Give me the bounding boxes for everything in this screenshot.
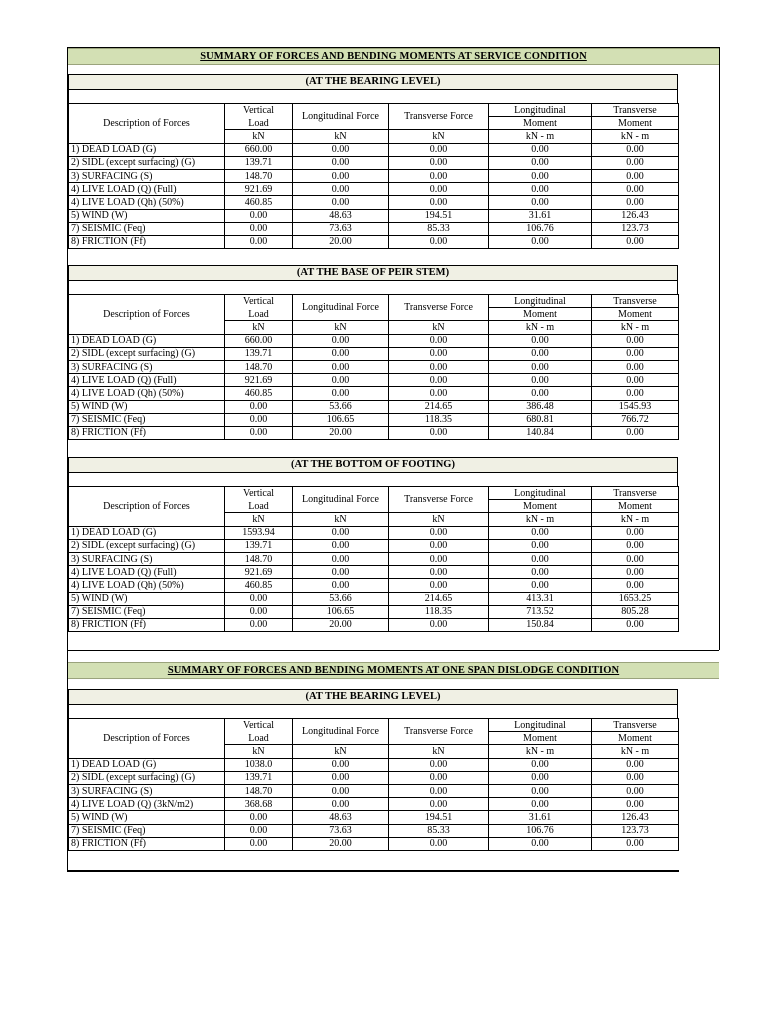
force-value-cell: 20.00 — [293, 837, 389, 850]
header-moment: Moment — [489, 117, 592, 130]
force-value-cell: 31.61 — [489, 209, 592, 222]
force-value-cell: 0.00 — [225, 837, 293, 850]
table-row — [69, 579, 679, 592]
force-value-cell: 0.00 — [389, 360, 489, 373]
force-value-cell: 0.00 — [389, 156, 489, 169]
header-load: Load — [225, 732, 293, 745]
force-value-cell: 126.43 — [592, 209, 679, 222]
force-value-cell: 1653.25 — [592, 592, 679, 605]
unit-cell: kN - m — [489, 130, 592, 143]
header-transverse: Transverse — [592, 104, 679, 117]
force-value-cell: 0.00 — [592, 579, 679, 592]
table-row — [69, 811, 679, 824]
header-longitudinal: Longitudinal — [489, 295, 592, 308]
table-subtitle: (AT THE BASE OF PEIR STEM) — [68, 265, 678, 281]
header-vertical: Vertical — [225, 719, 293, 732]
force-value-cell: 106.65 — [293, 413, 389, 426]
force-value-cell: 386.48 — [489, 400, 592, 413]
force-value-cell: 0.00 — [389, 618, 489, 631]
dislodge-bearing-level-block — [68, 689, 678, 851]
force-value-cell: 73.63 — [293, 222, 389, 235]
spacer-row — [68, 281, 678, 294]
table-row — [69, 183, 679, 196]
unit-cell: kN — [225, 130, 293, 143]
force-description-cell: 4) LIVE LOAD (Qh) (50%) — [69, 196, 225, 209]
force-value-cell: 0.00 — [592, 360, 679, 373]
header-load: Load — [225, 117, 293, 130]
force-value-cell: 766.72 — [592, 413, 679, 426]
force-value-cell: 0.00 — [489, 539, 592, 552]
force-value-cell: 0.00 — [293, 169, 389, 182]
force-value-cell: 0.00 — [489, 156, 592, 169]
unit-cell: kN — [389, 321, 489, 334]
force-value-cell: 0.00 — [225, 592, 293, 605]
force-description-cell: 8) FRICTION (Ff) — [69, 837, 225, 850]
force-value-cell: 0.00 — [592, 539, 679, 552]
table-row — [69, 387, 679, 400]
force-description-cell: 2) SIDL (except surfacing) (G) — [69, 771, 225, 784]
force-value-cell: 0.00 — [592, 156, 679, 169]
force-value-cell: 0.00 — [592, 347, 679, 360]
force-description-cell: 5) WIND (W) — [69, 209, 225, 222]
force-value-cell: 0.00 — [592, 183, 679, 196]
force-value-cell: 0.00 — [592, 784, 679, 797]
force-value-cell: 0.00 — [293, 552, 389, 565]
force-value-cell: 0.00 — [293, 183, 389, 196]
table-row — [69, 334, 679, 347]
force-value-cell: 0.00 — [489, 566, 592, 579]
force-value-cell: 0.00 — [489, 579, 592, 592]
force-value-cell: 20.00 — [293, 235, 389, 248]
force-value-cell: 0.00 — [592, 426, 679, 439]
table-subtitle: (AT THE BOTTOM OF FOOTING) — [68, 457, 678, 473]
force-value-cell: 0.00 — [592, 566, 679, 579]
force-value-cell: 85.33 — [389, 222, 489, 235]
force-description-cell: 7) SEISMIC (Feq) — [69, 413, 225, 426]
unit-cell: kN — [293, 130, 389, 143]
force-value-cell: 194.51 — [389, 811, 489, 824]
force-value-cell: 0.00 — [389, 196, 489, 209]
header-longitudinal-force: Longitudinal Force — [293, 719, 389, 745]
table-subtitle: (AT THE BEARING LEVEL) — [68, 689, 678, 705]
force-value-cell: 0.00 — [293, 771, 389, 784]
force-value-cell: 1038.0 — [225, 758, 293, 771]
unit-cell: kN — [225, 321, 293, 334]
table-row — [69, 196, 679, 209]
force-value-cell: 150.84 — [489, 618, 592, 631]
force-value-cell: 0.00 — [225, 605, 293, 618]
unit-cell: kN - m — [489, 513, 592, 526]
table-row — [69, 400, 679, 413]
force-value-cell: 0.00 — [389, 374, 489, 387]
table-subtitle: (AT THE BEARING LEVEL) — [68, 74, 678, 90]
table-row — [69, 771, 679, 784]
table-row — [69, 526, 679, 539]
force-value-cell: 0.00 — [293, 143, 389, 156]
force-value-cell: 1545.93 — [592, 400, 679, 413]
force-value-cell: 0.00 — [225, 235, 293, 248]
force-value-cell: 413.31 — [489, 592, 592, 605]
force-value-cell: 921.69 — [225, 374, 293, 387]
force-value-cell: 460.85 — [225, 387, 293, 400]
force-description-cell: 3) SURFACING (S) — [69, 360, 225, 373]
force-value-cell: 0.00 — [489, 387, 592, 400]
force-value-cell: 0.00 — [389, 334, 489, 347]
force-value-cell: 0.00 — [592, 334, 679, 347]
force-value-cell: 0.00 — [489, 347, 592, 360]
unit-cell: kN — [293, 745, 389, 758]
header-vertical: Vertical — [225, 104, 293, 117]
force-description-cell: 4) LIVE LOAD (Qh) (50%) — [69, 579, 225, 592]
force-description-cell: 4) LIVE LOAD (Q) (Full) — [69, 374, 225, 387]
table-row — [69, 798, 679, 811]
force-value-cell: 0.00 — [489, 196, 592, 209]
unit-cell: kN - m — [592, 745, 679, 758]
force-value-cell: 139.71 — [225, 347, 293, 360]
service-condition-title: SUMMARY OF FORCES AND BENDING MOMENTS AT SERVICE CONDITION — [68, 48, 719, 65]
force-value-cell: 0.00 — [389, 784, 489, 797]
force-value-cell: 0.00 — [592, 771, 679, 784]
service-pier-stem-block — [68, 265, 678, 440]
force-value-cell: 0.00 — [592, 618, 679, 631]
force-description-cell: 8) FRICTION (Ff) — [69, 618, 225, 631]
force-value-cell: 0.00 — [293, 196, 389, 209]
unit-cell: kN — [293, 513, 389, 526]
force-description-cell: 3) SURFACING (S) — [69, 784, 225, 797]
force-value-cell: 0.00 — [293, 579, 389, 592]
force-value-cell: 0.00 — [489, 784, 592, 797]
force-value-cell: 148.70 — [225, 169, 293, 182]
table-row — [69, 539, 679, 552]
force-value-cell: 0.00 — [489, 169, 592, 182]
header-vertical: Vertical — [225, 295, 293, 308]
force-value-cell: 139.71 — [225, 156, 293, 169]
unit-cell: kN — [389, 513, 489, 526]
force-value-cell: 0.00 — [389, 387, 489, 400]
table-row — [69, 618, 679, 631]
force-value-cell: 0.00 — [592, 526, 679, 539]
header-longitudinal-force: Longitudinal Force — [293, 295, 389, 321]
table-row — [69, 360, 679, 373]
force-value-cell: 0.00 — [389, 426, 489, 439]
force-value-cell: 0.00 — [293, 566, 389, 579]
force-value-cell: 460.85 — [225, 579, 293, 592]
table-row — [69, 156, 679, 169]
force-value-cell: 0.00 — [293, 539, 389, 552]
force-value-cell: 0.00 — [225, 824, 293, 837]
header-transverse-force: Transverse Force — [389, 719, 489, 745]
header-moment: Moment — [489, 308, 592, 321]
unit-cell: kN — [293, 321, 389, 334]
force-value-cell: 53.66 — [293, 592, 389, 605]
force-description-cell: 2) SIDL (except surfacing) (G) — [69, 347, 225, 360]
force-value-cell: 0.00 — [389, 771, 489, 784]
force-value-cell: 0.00 — [293, 784, 389, 797]
header-moment: Moment — [592, 117, 679, 130]
dislodge-condition-title: SUMMARY OF FORCES AND BENDING MOMENTS AT ONE SPAN DISLODGE CONDITION — [68, 662, 719, 679]
header-load: Load — [225, 500, 293, 513]
force-value-cell: 0.00 — [293, 360, 389, 373]
header-transverse-force: Transverse Force — [389, 487, 489, 513]
force-value-cell: 921.69 — [225, 566, 293, 579]
force-description-cell: 4) LIVE LOAD (Qh) (50%) — [69, 387, 225, 400]
force-description-cell: 7) SEISMIC (Feq) — [69, 605, 225, 618]
header-moment: Moment — [592, 732, 679, 745]
sheet-border-right — [719, 47, 720, 650]
sheet-border-bottom — [67, 870, 679, 872]
spacer-row — [68, 705, 678, 718]
table-row — [69, 169, 679, 182]
force-value-cell: 0.00 — [225, 618, 293, 631]
force-description-cell: 7) SEISMIC (Feq) — [69, 824, 225, 837]
force-value-cell: 123.73 — [592, 824, 679, 837]
header-load: Load — [225, 308, 293, 321]
header-row — [69, 104, 679, 117]
header-transverse-force: Transverse Force — [389, 295, 489, 321]
force-value-cell: 0.00 — [489, 837, 592, 850]
table-row — [69, 426, 679, 439]
force-value-cell: 0.00 — [389, 183, 489, 196]
force-value-cell: 148.70 — [225, 360, 293, 373]
header-vertical: Vertical — [225, 487, 293, 500]
force-value-cell: 0.00 — [225, 400, 293, 413]
table-row — [69, 837, 679, 850]
force-value-cell: 680.81 — [489, 413, 592, 426]
force-value-cell: 0.00 — [489, 798, 592, 811]
force-value-cell: 0.00 — [489, 552, 592, 565]
table-row — [69, 824, 679, 837]
force-value-cell: 118.35 — [389, 605, 489, 618]
force-value-cell: 0.00 — [389, 143, 489, 156]
force-value-cell: 53.66 — [293, 400, 389, 413]
force-description-cell: 4) LIVE LOAD (Q) (Full) — [69, 566, 225, 579]
force-description-cell: 4) LIVE LOAD (Q) (Full) — [69, 183, 225, 196]
force-value-cell: 0.00 — [489, 235, 592, 248]
force-description-cell: 8) FRICTION (Ff) — [69, 235, 225, 248]
force-value-cell: 660.00 — [225, 334, 293, 347]
unit-cell: kN - m — [592, 130, 679, 143]
force-value-cell: 0.00 — [489, 758, 592, 771]
service-footing-block — [68, 457, 678, 632]
unit-cell: kN - m — [489, 745, 592, 758]
force-value-cell: 148.70 — [225, 784, 293, 797]
header-longitudinal: Longitudinal — [489, 104, 592, 117]
force-value-cell: 106.76 — [489, 824, 592, 837]
force-value-cell: 0.00 — [225, 222, 293, 235]
force-description-cell: 1) DEAD LOAD (G) — [69, 758, 225, 771]
force-value-cell: 0.00 — [592, 387, 679, 400]
spacer-row — [68, 90, 678, 103]
header-longitudinal: Longitudinal — [489, 487, 592, 500]
table-row — [69, 374, 679, 387]
force-value-cell: 214.65 — [389, 592, 489, 605]
force-value-cell: 73.63 — [293, 824, 389, 837]
force-value-cell: 0.00 — [592, 798, 679, 811]
force-value-cell: 0.00 — [389, 347, 489, 360]
force-description-cell: 1) DEAD LOAD (G) — [69, 143, 225, 156]
header-transverse: Transverse — [592, 487, 679, 500]
force-value-cell: 140.84 — [489, 426, 592, 439]
force-value-cell: 0.00 — [293, 334, 389, 347]
force-description-cell: 3) SURFACING (S) — [69, 169, 225, 182]
force-description-cell: 2) SIDL (except surfacing) (G) — [69, 156, 225, 169]
force-description-cell: 5) WIND (W) — [69, 592, 225, 605]
forces-table — [68, 103, 679, 249]
unit-cell: kN - m — [592, 321, 679, 334]
force-value-cell: 660.00 — [225, 143, 293, 156]
force-value-cell: 0.00 — [293, 526, 389, 539]
force-description-cell: 3) SURFACING (S) — [69, 552, 225, 565]
forces-table — [68, 486, 679, 632]
force-value-cell: 0.00 — [592, 837, 679, 850]
force-value-cell: 1593.94 — [225, 526, 293, 539]
force-value-cell: 0.00 — [592, 758, 679, 771]
table-row — [69, 222, 679, 235]
force-value-cell: 0.00 — [389, 758, 489, 771]
force-value-cell: 0.00 — [225, 426, 293, 439]
forces-table — [68, 718, 679, 851]
force-value-cell: 0.00 — [489, 360, 592, 373]
force-value-cell: 368.68 — [225, 798, 293, 811]
table-row — [69, 784, 679, 797]
force-value-cell: 0.00 — [389, 566, 489, 579]
force-value-cell: 48.63 — [293, 811, 389, 824]
force-description-cell: 1) DEAD LOAD (G) — [69, 526, 225, 539]
force-description-cell: 7) SEISMIC (Feq) — [69, 222, 225, 235]
section-divider — [67, 650, 719, 651]
table-row — [69, 758, 679, 771]
force-value-cell: 214.65 — [389, 400, 489, 413]
header-longitudinal-force: Longitudinal Force — [293, 487, 389, 513]
force-value-cell: 0.00 — [293, 758, 389, 771]
force-value-cell: 0.00 — [389, 539, 489, 552]
force-value-cell: 31.61 — [489, 811, 592, 824]
header-description: Description of Forces — [69, 487, 225, 527]
force-value-cell: 85.33 — [389, 824, 489, 837]
header-moment: Moment — [592, 500, 679, 513]
force-value-cell: 118.35 — [389, 413, 489, 426]
header-row — [69, 719, 679, 732]
header-transverse-force: Transverse Force — [389, 104, 489, 130]
unit-cell: kN — [389, 745, 489, 758]
header-row — [69, 295, 679, 308]
force-value-cell: 0.00 — [293, 387, 389, 400]
table-row — [69, 592, 679, 605]
force-value-cell: 0.00 — [389, 235, 489, 248]
table-row — [69, 143, 679, 156]
header-longitudinal-force: Longitudinal Force — [293, 104, 389, 130]
force-description-cell: 8) FRICTION (Ff) — [69, 426, 225, 439]
force-value-cell: 0.00 — [489, 771, 592, 784]
header-longitudinal: Longitudinal — [489, 719, 592, 732]
force-value-cell: 0.00 — [225, 811, 293, 824]
force-value-cell: 0.00 — [389, 798, 489, 811]
force-description-cell: 2) SIDL (except surfacing) (G) — [69, 539, 225, 552]
force-value-cell: 0.00 — [489, 334, 592, 347]
unit-cell: kN — [225, 745, 293, 758]
table-row — [69, 605, 679, 618]
header-row — [69, 487, 679, 500]
force-value-cell: 0.00 — [592, 374, 679, 387]
header-moment: Moment — [489, 500, 592, 513]
header-transverse: Transverse — [592, 295, 679, 308]
force-value-cell: 0.00 — [592, 196, 679, 209]
table-row — [69, 209, 679, 222]
force-value-cell: 0.00 — [592, 143, 679, 156]
forces-table — [68, 294, 679, 440]
header-description: Description of Forces — [69, 104, 225, 144]
header-transverse: Transverse — [592, 719, 679, 732]
force-value-cell: 20.00 — [293, 618, 389, 631]
header-moment: Moment — [592, 308, 679, 321]
force-description-cell: 4) LIVE LOAD (Q) (3kN/m2) — [69, 798, 225, 811]
force-value-cell: 139.71 — [225, 539, 293, 552]
force-value-cell: 0.00 — [592, 235, 679, 248]
force-description-cell: 5) WIND (W) — [69, 400, 225, 413]
table-row — [69, 566, 679, 579]
force-value-cell: 139.71 — [225, 771, 293, 784]
force-value-cell: 0.00 — [489, 183, 592, 196]
force-value-cell: 20.00 — [293, 426, 389, 439]
force-value-cell: 148.70 — [225, 552, 293, 565]
force-value-cell: 0.00 — [389, 579, 489, 592]
force-value-cell: 805.28 — [592, 605, 679, 618]
force-value-cell: 713.52 — [489, 605, 592, 618]
force-value-cell: 123.73 — [592, 222, 679, 235]
force-value-cell: 194.51 — [389, 209, 489, 222]
force-value-cell: 0.00 — [389, 526, 489, 539]
force-value-cell: 106.65 — [293, 605, 389, 618]
force-value-cell: 460.85 — [225, 196, 293, 209]
spacer-row — [68, 473, 678, 486]
table-row — [69, 347, 679, 360]
table-row — [69, 235, 679, 248]
force-value-cell: 106.76 — [489, 222, 592, 235]
unit-cell: kN — [389, 130, 489, 143]
force-value-cell: 0.00 — [293, 347, 389, 360]
force-value-cell: 0.00 — [592, 552, 679, 565]
table-row — [69, 413, 679, 426]
unit-cell: kN - m — [489, 321, 592, 334]
force-value-cell: 48.63 — [293, 209, 389, 222]
unit-cell: kN — [225, 513, 293, 526]
force-value-cell: 0.00 — [489, 143, 592, 156]
header-description: Description of Forces — [69, 295, 225, 335]
header-moment: Moment — [489, 732, 592, 745]
unit-cell: kN - m — [592, 513, 679, 526]
force-value-cell: 0.00 — [293, 798, 389, 811]
force-description-cell: 1) DEAD LOAD (G) — [69, 334, 225, 347]
force-value-cell: 0.00 — [293, 374, 389, 387]
force-value-cell: 0.00 — [225, 209, 293, 222]
force-value-cell: 0.00 — [389, 552, 489, 565]
force-value-cell: 0.00 — [592, 169, 679, 182]
force-value-cell: 0.00 — [489, 526, 592, 539]
service-bearing-level-block — [68, 74, 678, 249]
force-value-cell: 0.00 — [489, 374, 592, 387]
force-value-cell: 921.69 — [225, 183, 293, 196]
force-description-cell: 5) WIND (W) — [69, 811, 225, 824]
force-value-cell: 0.00 — [225, 413, 293, 426]
force-value-cell: 0.00 — [293, 156, 389, 169]
table-row — [69, 552, 679, 565]
force-value-cell: 126.43 — [592, 811, 679, 824]
force-value-cell: 0.00 — [389, 169, 489, 182]
force-value-cell: 0.00 — [389, 837, 489, 850]
header-description: Description of Forces — [69, 719, 225, 759]
